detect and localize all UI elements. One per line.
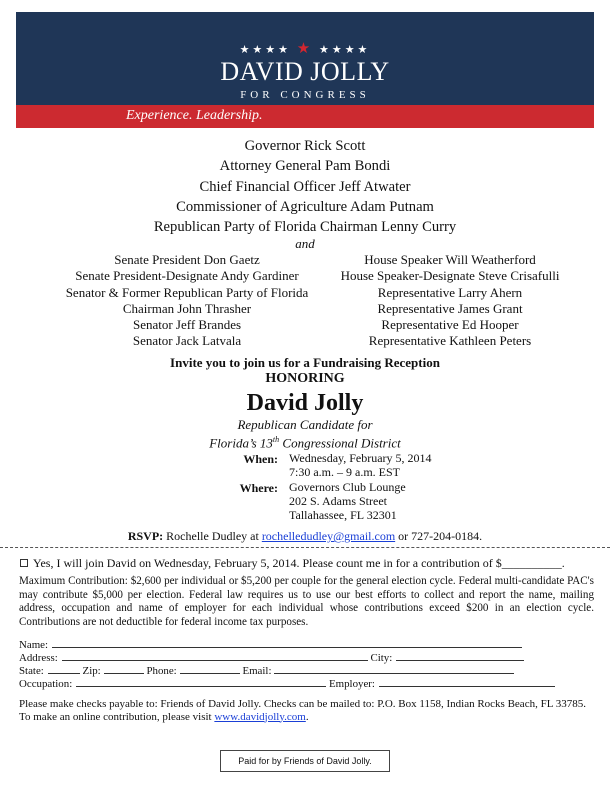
employer-label: Employer: <box>328 678 375 690</box>
phone-field[interactable] <box>180 664 240 674</box>
contribution-text: Yes, I will join David on Wednesday, February 5, 2014. Please count me in for a contribution of $__________. <box>33 556 565 570</box>
zip-label: Zip: <box>82 665 101 677</box>
host-line: Senate President-Designate Andy Gardiner <box>75 268 299 284</box>
district-text: Florida’s 13 <box>209 435 273 451</box>
when-label: When: <box>243 452 278 466</box>
host-line: House Speaker-Designate Steve Crisafulli <box>340 268 560 284</box>
stars-row <box>16 39 594 58</box>
primary-hosts <box>0 136 610 237</box>
header-banner <box>16 12 594 116</box>
form-row-contact <box>19 664 514 677</box>
campaign-name: DAVID JOLLY <box>220 57 390 86</box>
host-line: Republican Party of Florida Chairman Lenny Curry <box>153 219 457 236</box>
rsvp-email-link[interactable]: rochelledudley@gmail.com <box>261 529 396 543</box>
address-field[interactable] <box>62 651 368 661</box>
event-date: Wednesday, February 5, 2014 <box>289 451 432 465</box>
state-field[interactable] <box>48 664 80 674</box>
email-field[interactable] <box>274 664 514 674</box>
website-link[interactable]: www.davidjolly.com <box>214 710 306 723</box>
host-line: Senator & Former Republican Party of Florida <box>65 284 309 300</box>
invite-heading: Invite you to join us for a Fundraising Reception <box>170 355 440 370</box>
online-text: To make an online contribution, please visit <box>19 710 215 723</box>
host-line: Senator Jack Latvala <box>132 333 242 349</box>
ordinal-suffix: th <box>272 435 280 444</box>
district-text: Congressional District <box>279 435 401 451</box>
contribution-checkbox[interactable] <box>20 559 28 567</box>
rsvp-phone: or 727-204-0184. <box>395 529 483 543</box>
tagline: Experience. Leadership. <box>126 108 263 123</box>
event-time: 7:30 a.m. – 9 a.m. EST <box>289 465 400 479</box>
host-line: Representative Ed Hooper <box>381 317 519 333</box>
occupation-label: Occupation: <box>19 678 73 690</box>
city-label: City: <box>370 652 393 664</box>
honoree-name: David Jolly <box>246 390 364 416</box>
host-line: Chairman John Thrasher <box>122 300 252 316</box>
campaign-subtitle: FOR CONGRESS <box>240 89 370 101</box>
address-label: Address: <box>19 652 58 664</box>
city-field[interactable] <box>396 651 524 661</box>
and-separator: and <box>295 236 315 251</box>
where-label: Where: <box>239 481 278 495</box>
online-text-end: . <box>305 710 309 723</box>
cut-line <box>0 547 610 548</box>
state-label: State: <box>19 665 44 677</box>
event-venue: Governors Club Lounge <box>289 480 406 494</box>
hosts-left-column <box>42 252 332 350</box>
candidate-description <box>0 417 610 450</box>
host-line: House Speaker Will Weatherford <box>364 252 536 267</box>
candidate-line: Republican Candidate for <box>237 417 373 432</box>
event-street: 202 S. Adams Street <box>289 494 387 508</box>
stars-icon: ★★★★ <box>318 44 371 56</box>
occupation-field[interactable] <box>76 677 326 687</box>
employer-field[interactable] <box>379 677 555 687</box>
event-city: Tallahassee, FL 32301 <box>289 508 397 522</box>
contribution-checkbox-row <box>20 556 565 571</box>
candidate-line <box>0 432 610 450</box>
rsvp-contact: Rochelle Dudley at <box>163 529 262 543</box>
zip-field[interactable] <box>104 664 144 674</box>
name-label: Name: <box>19 639 49 651</box>
tagline-bar <box>16 105 594 128</box>
rsvp-label: RSVP: <box>127 529 164 543</box>
form-row-address <box>19 651 524 664</box>
check-instructions: Please make checks payable to: Friends of David Jolly. Checks can be mailed to: P.O. Box 1158, Indian Rocks Beach, FL 33785. <box>19 698 586 710</box>
host-line: Commissioner of Agriculture Adam Putnam <box>176 198 434 215</box>
stars-icon: ★★★★ <box>239 44 292 56</box>
host-line: Governor Rick Scott <box>244 138 366 154</box>
host-line: Senator Jeff Brandes <box>132 317 242 333</box>
hosts-right-column <box>300 252 600 350</box>
form-row-employment <box>19 677 555 690</box>
paid-for-disclaimer: Paid for by Friends of David Jolly. <box>220 750 390 772</box>
name-field[interactable] <box>52 638 522 648</box>
honoring-label: HONORING <box>265 371 345 386</box>
host-line: Representative Larry Ahern <box>377 284 523 300</box>
rsvp-line <box>0 529 610 544</box>
payment-instructions <box>19 698 599 723</box>
host-line: Senate President Don Gaetz <box>114 252 260 267</box>
host-line: Representative James Grant <box>377 300 523 316</box>
online-contribution-line <box>19 711 599 724</box>
host-line: Chief Financial Officer Jeff Atwater <box>199 178 411 195</box>
phone-label: Phone: <box>146 665 177 677</box>
red-star-icon: ★ <box>296 41 314 57</box>
email-label: Email: <box>242 665 272 677</box>
contribution-disclaimer: Maximum Contribution: $2,600 per individual or $5,200 per couple for the general election cycle. Federal multi-candidate PAC's may contribute $5,000 per election. Federal law requires us to use our best efforts to collect and report the name, mailing address, occupation and name of employer for each individual whose contributions exceed $200 in an election cycle. Contributions are not deductible for federal income tax purposes. <box>19 575 594 628</box>
form-row-name <box>19 638 522 651</box>
host-line: Representative Kathleen Peters <box>368 333 532 349</box>
host-line: Attorney General Pam Bondi <box>219 158 391 175</box>
